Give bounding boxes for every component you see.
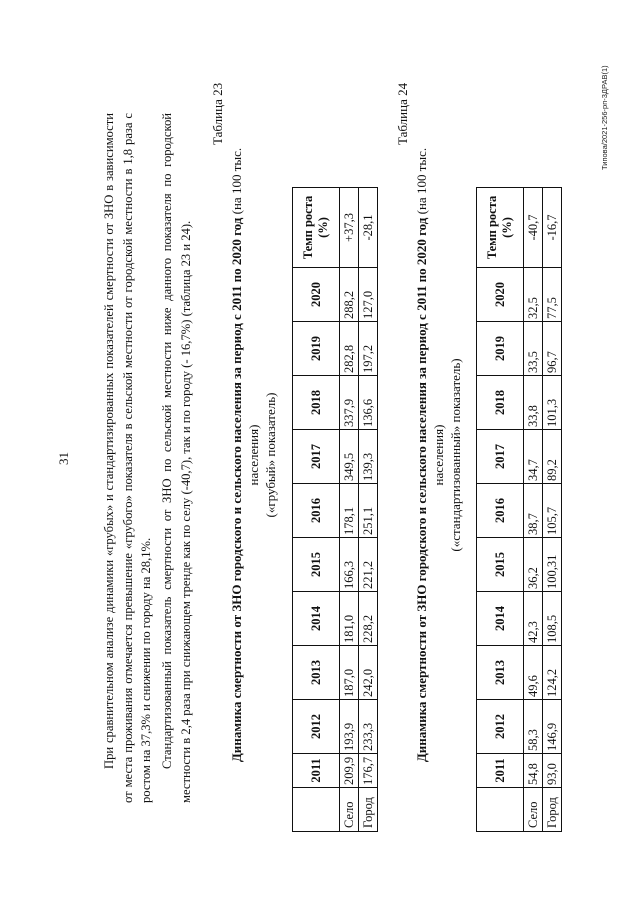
table-cell: 34,7 (524, 430, 543, 484)
table-cell: 228,2 (359, 592, 378, 646)
row-label: Село (340, 788, 359, 832)
header-cell: 2018 (293, 376, 340, 430)
header-cell: Темп роста (%) (477, 188, 524, 268)
header-cell: 2020 (293, 268, 340, 322)
table-cell: 108,5 (543, 592, 562, 646)
table-cell: 89,2 (543, 430, 562, 484)
paragraph-1: При сравнительном анализе динамики «грубых» и стандартизированных показателей смертности от ЗНО в зависимости от места проживания отмечается превышение «грубого» показателя в сельской местности от городской местности в 1,8 раза с ростом на 37,3% и снижении по городу на 28,1%. (102, 113, 153, 803)
table-24-title-normal: (на 100 тыс. (414, 147, 429, 218)
growth-rate-cell: -28,1 (359, 188, 378, 268)
header-cell: 2017 (293, 430, 340, 484)
table-cell: 49,6 (524, 646, 543, 700)
table-cell: 101,3 (543, 376, 562, 430)
table-cell: 193,9 (340, 700, 359, 754)
table-23-title-normal: (на 100 тыс. (229, 147, 244, 218)
row-label: Село (524, 788, 543, 832)
table-row (524, 188, 543, 832)
table-23-title-line2: населения) (246, 424, 261, 486)
table-cell: 58,3 (524, 700, 543, 754)
header-cell: 2011 (477, 754, 524, 788)
row-label: Город (543, 788, 562, 832)
table-cell: 209,9 (340, 754, 359, 788)
table-24-title (413, 65, 464, 845)
table-cell: 96,7 (543, 322, 562, 376)
table-cell: 178,1 (340, 484, 359, 538)
table-row (543, 188, 562, 832)
table-cell: 181,0 (340, 592, 359, 646)
table-row (359, 188, 378, 832)
header-cell: 2020 (477, 268, 524, 322)
table-cell: 54,8 (524, 754, 543, 788)
table-cell: 33,5 (524, 322, 543, 376)
header-cell: 2019 (293, 322, 340, 376)
table-23-title-line3: («грубый» показатель) (263, 392, 278, 518)
header-cell: 2011 (293, 754, 340, 788)
table-24-title-line3: («стандартизованный» показатель) (448, 358, 463, 552)
table-cell: 127,0 (359, 268, 378, 322)
table-cell: 93,0 (543, 754, 562, 788)
table-cell: 166,3 (340, 538, 359, 592)
header-cell: 2012 (477, 700, 524, 754)
header-cell (477, 788, 524, 832)
header-cell: 2016 (293, 484, 340, 538)
header-cell: 2014 (477, 592, 524, 646)
table-cell: 105,7 (543, 484, 562, 538)
table-header-row (293, 188, 340, 832)
table-24 (476, 187, 562, 832)
table-cell: 38,7 (524, 484, 543, 538)
growth-rate-cell: +37,3 (340, 188, 359, 268)
table-cell: 176,7 (359, 754, 378, 788)
table-cell: 124,2 (543, 646, 562, 700)
table-cell: 242,0 (359, 646, 378, 700)
table-cell: 146,9 (543, 700, 562, 754)
table-cell: 221,2 (359, 538, 378, 592)
table-cell: 251,1 (359, 484, 378, 538)
header-cell: 2015 (293, 538, 340, 592)
table-cell: 100,31 (543, 538, 562, 592)
table-cell: 36,2 (524, 538, 543, 592)
growth-rate-cell: -16,7 (543, 188, 562, 268)
row-label: Город (359, 788, 378, 832)
header-cell: 2018 (477, 376, 524, 430)
table-cell: 233,3 (359, 700, 378, 754)
table-24-label: Таблица 24 (395, 82, 410, 145)
table-cell: 139,3 (359, 430, 378, 484)
table-row (340, 188, 359, 832)
header-cell: 2013 (477, 646, 524, 700)
table-cell: 42,3 (524, 592, 543, 646)
growth-rate-cell: -40,7 (524, 188, 543, 268)
table-cell: 282,8 (340, 322, 359, 376)
table-cell: 288,2 (340, 268, 359, 322)
header-cell (293, 788, 340, 832)
table-23-label: Таблица 23 (210, 82, 225, 145)
table-cell: 337,9 (340, 376, 359, 430)
table-cell: 77,5 (543, 268, 562, 322)
header-cell: 2013 (293, 646, 340, 700)
table-cell: 187,0 (340, 646, 359, 700)
table-cell: 136,6 (359, 376, 378, 430)
header-cell: 2012 (293, 700, 340, 754)
table-cell: 349,5 (340, 430, 359, 484)
table-24-title-bold: Динамика смертности от ЗНО городского и сельского населения за период с 2011 по 2020 год (414, 217, 429, 763)
document-code: Типова/2021-256-рп-3ДРАВ(1) (600, 65, 609, 170)
header-cell: 2016 (477, 484, 524, 538)
header-cell: Темп роста (%) (293, 188, 340, 268)
table-header-row (477, 188, 524, 832)
table-23-title (228, 65, 279, 845)
table-cell: 197,2 (359, 322, 378, 376)
table-23 (292, 187, 378, 832)
table-24-title-line2: населения) (431, 424, 446, 486)
page-number: 31 (56, 452, 71, 465)
header-cell: 2017 (477, 430, 524, 484)
header-cell: 2014 (293, 592, 340, 646)
table-cell: 33,8 (524, 376, 543, 430)
table-cell: 32,5 (524, 268, 543, 322)
header-cell: 2019 (477, 322, 524, 376)
table-23-title-bold: Динамика смертности от ЗНО городского и сельского населения за период с 2011 по 2020 год (229, 217, 244, 763)
paragraph-2: Стандартизованный показатель смертности от ЗНО по сельской местности ниже данного показателя по городской местности в 2,4 раза при снижающем тренде как по селу (-40,7), так и по городу (- 16,7%) (таблица 23 и 24). (160, 113, 193, 803)
header-cell: 2015 (477, 538, 524, 592)
